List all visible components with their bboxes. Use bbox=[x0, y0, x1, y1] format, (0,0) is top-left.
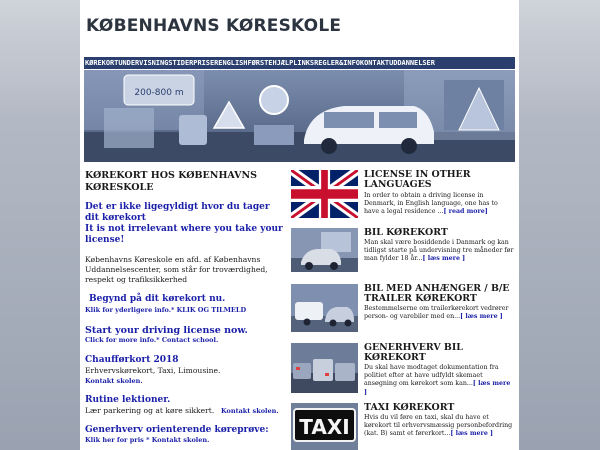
read-more-link[interactable]: [ læs mere ] bbox=[460, 313, 503, 321]
item-desc: Man skal være bosiddende i Danmark og kan tidligst starte på undervisning tre måneder før man fylder 18 år...[ læs mere ] bbox=[364, 239, 514, 263]
list-item bbox=[291, 343, 515, 397]
nav-item-undervisningstider[interactable]: UNDERVISNINGSTIDER bbox=[118, 59, 194, 67]
nav-item-uddannelser[interactable]: UDDANNELSER bbox=[389, 59, 435, 67]
left-heading: KØREKORT HOS KØBENHAVNS KØRESKOLE bbox=[85, 170, 258, 193]
routine-link[interactable]: Kontakt skolen. bbox=[221, 407, 279, 415]
item-title[interactable]: BIL KØREKORT bbox=[364, 227, 448, 238]
taxi-sign-photo[interactable] bbox=[291, 403, 358, 450]
start-title[interactable]: Start your driving license now. bbox=[85, 325, 248, 336]
nav-item-kontakt[interactable]: KONTAKT bbox=[359, 59, 390, 67]
item-desc: Bestemmelserne om trailerkørekort vedrører person- og varebiler med en...[ læs mere ] bbox=[364, 305, 509, 321]
start-link[interactable]: Click for more info.* Contact school. bbox=[85, 336, 219, 344]
regain-link[interactable]: Klik her for pris * Kontakt skolen. bbox=[85, 436, 210, 444]
site-logo[interactable]: KØBENHAVNS KØRESKOLE bbox=[86, 16, 342, 36]
routine-text: Lær parkering og at køre sikkert. bbox=[85, 406, 215, 415]
read-more-link[interactable]: [ læs mere ] bbox=[364, 380, 511, 396]
chauffeur-title[interactable]: Chaufførkort 2018 bbox=[85, 355, 179, 365]
item-desc: In order to obtain a driving license in Denmark, in English language, one has to have a legal residence ...[ read more] bbox=[364, 192, 498, 216]
item-desc: Hvis du vil føre en taxi, skal du have et kørekort til erhvervsmæssig personbefordring (kat. B) samt et førerkort...[ læs mere ] bbox=[364, 414, 513, 438]
nav-item-regler-info[interactable]: REGLER&INFO bbox=[314, 59, 360, 67]
nav-item-links[interactable]: LINKS bbox=[293, 59, 315, 67]
item-title[interactable]: TAXI KØREKORT bbox=[364, 402, 455, 413]
nav-item-forstehjaelp[interactable]: FØRSTEHJÆLP bbox=[247, 59, 294, 67]
begin-link[interactable]: Klik for yderligere info.* KLIK OG TILMELD bbox=[85, 306, 247, 314]
item-desc: Du skal have modtaget dokumentation fra politiet efter at have udfyldt skemaet ansøgning om kørekort som kan...[ læs mere ] bbox=[364, 364, 511, 396]
banner-sign-text: 200-800 m bbox=[134, 88, 184, 98]
traffic-photo[interactable] bbox=[291, 343, 358, 393]
list-item bbox=[291, 403, 515, 450]
nav-item-english[interactable]: ENGLISH bbox=[218, 59, 248, 67]
chauffeur-link[interactable]: Kontakt skolen. bbox=[85, 377, 143, 385]
banner-traffic-image bbox=[84, 70, 515, 162]
intro-text: Københavns Køreskole en afd. af Københavns Uddannelsescenter, som står for troværdighed, respekt og trafiksikkerhed bbox=[85, 255, 268, 284]
car-photo[interactable] bbox=[291, 228, 358, 272]
list-item bbox=[291, 228, 515, 276]
list-item bbox=[291, 284, 515, 336]
item-title[interactable]: LICENSE IN OTHER LANGUAGES bbox=[364, 169, 471, 190]
read-more-link[interactable]: [ læs mere ] bbox=[450, 430, 494, 438]
read-more-link[interactable]: [ read more] bbox=[443, 208, 488, 216]
read-more-link[interactable]: [ læs mere ] bbox=[422, 255, 466, 263]
nav-item-priser[interactable]: PRISER bbox=[193, 59, 219, 67]
list-item bbox=[291, 170, 515, 220]
item-title[interactable]: GENERHVERV BIL KØREKORT bbox=[364, 342, 463, 363]
chauffeur-text: Erhvervskørekort, Taxi, Limousine. bbox=[85, 366, 221, 375]
routine-title[interactable]: Rutine lektioner. bbox=[85, 395, 171, 405]
taxi-sign-text: TAXI bbox=[299, 415, 350, 439]
uk-flag-image[interactable] bbox=[291, 170, 358, 218]
begin-title[interactable]: Begynd på dit kørekort nu. bbox=[89, 294, 226, 304]
main-nav bbox=[84, 57, 515, 69]
highlight-danish: Det er ikke ligegyldigt hvor du tager dit kørekort bbox=[85, 202, 270, 223]
trailer-photo[interactable] bbox=[291, 284, 358, 332]
page-container bbox=[80, 0, 519, 450]
item-title[interactable]: BIL MED ANHÆNGER / B/E TRAILER KØREKORT bbox=[364, 283, 510, 304]
nav-item-korekort[interactable]: KØREKORT bbox=[85, 59, 119, 67]
highlight-english: It is not irrelevant where you take your license! bbox=[85, 224, 283, 245]
header-banner bbox=[84, 70, 515, 162]
regain-title[interactable]: Generhverv orienterende køreprøve: bbox=[85, 425, 269, 435]
